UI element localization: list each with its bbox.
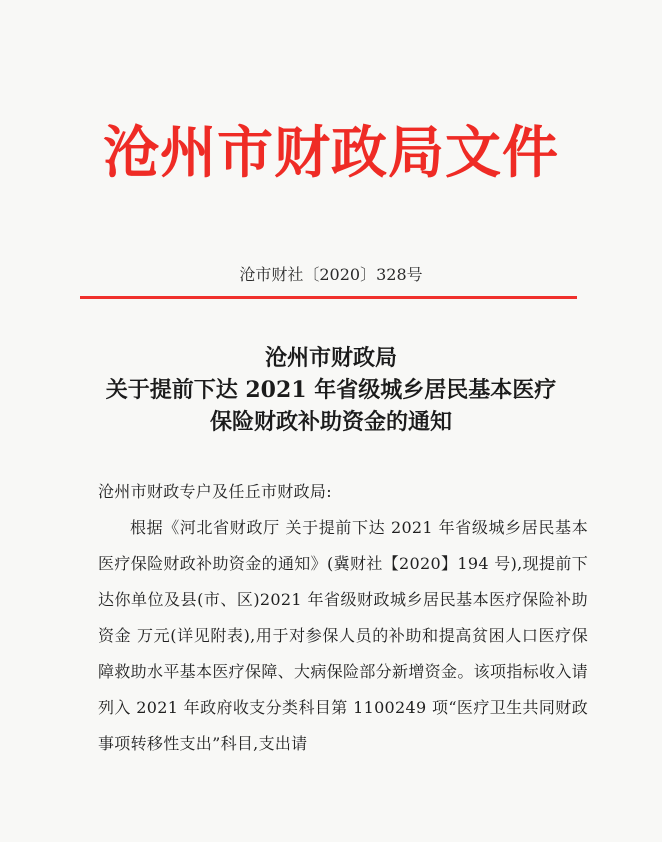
faint-mark [78,80,82,94]
heading-line-1: 沧州市财政局 [264,345,397,371]
notice-body [98,474,588,762]
body-paragraph: 根据《河北省财政厅 关于提前下达 2021 年省级城乡居民基本医疗保险财政补助资金的通知》(冀财社【2020】194 号),现提前下达你单位及县(市、区)2021 年省级财政城乡居民基本医疗保险补助资金 万元(详见附表),用于对参保人员的补助和提高贫困人口医疗保障救助水平基本医疗保障、大病保险部分新增资金。该项指标收入请列入 2021 年政府收支分类科目第 1100249 项“医疗卫生共同财政事项转移性支出”科目,支出请 [98,518,588,753]
document-header-title: 沧州市财政局文件 [103,120,559,186]
notice-heading [80,342,582,438]
document-number: 沧市财社〔2020〕328号 [239,265,423,284]
red-divider [80,296,577,299]
faint-mark [86,38,90,52]
salutation: 沧州市财政专户及任丘市财政局: [98,482,332,501]
heading-line-3: 保险财政补助资金的通知 [209,409,452,435]
heading-line-2: 关于提前下达 2021 年省级城乡居民基本医疗 [105,377,557,403]
